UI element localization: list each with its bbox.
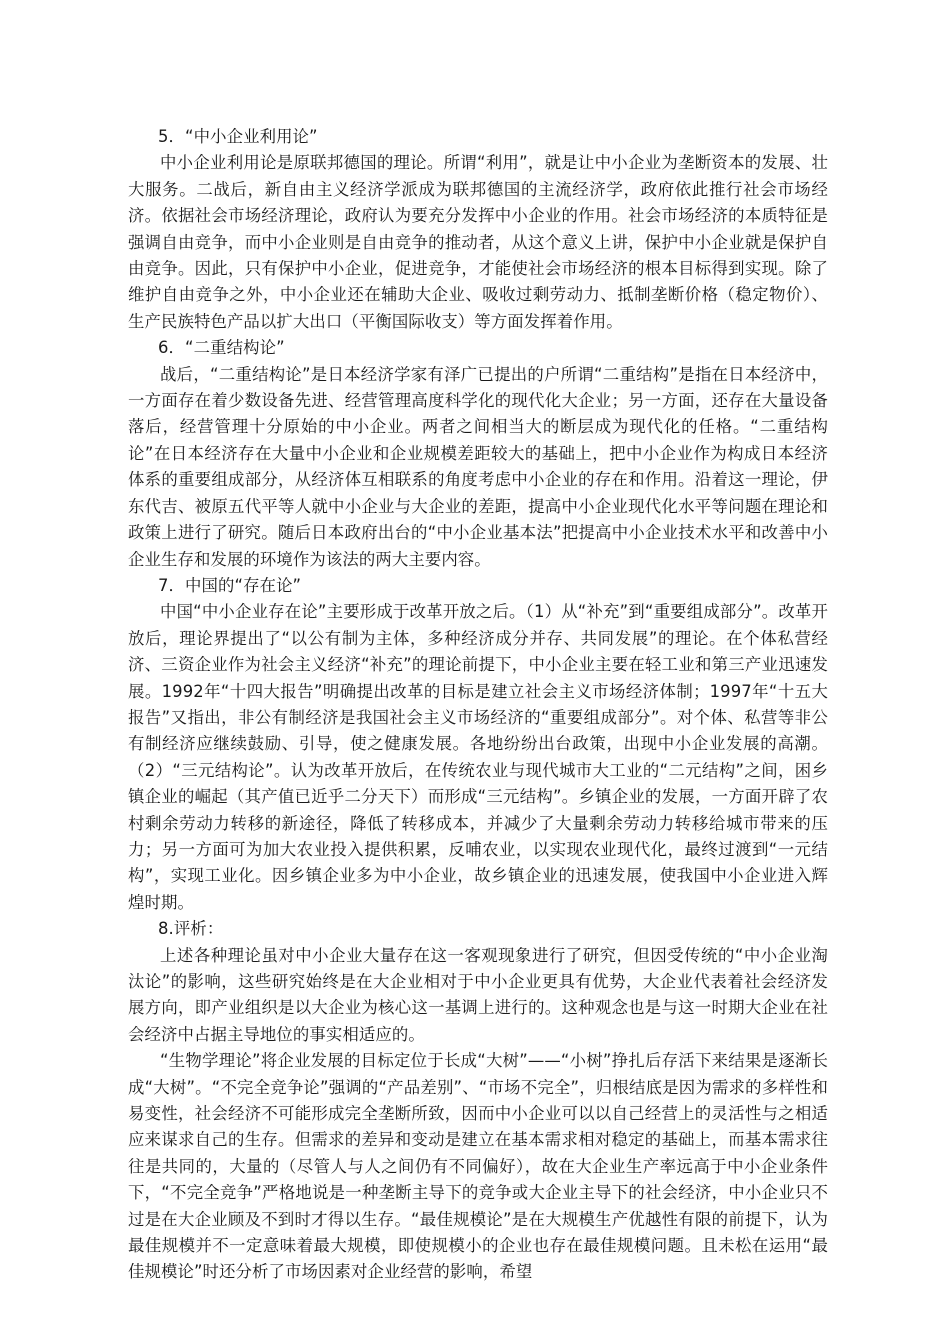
paragraph: 中国“中小企业存在论”主要形成于改革开放之后。（1）从“补充”到“重要组成部分”。改革开放后，理论界提出了“以公有制为主体，多种经济成分并存、共同发展”的理论。在个体私营经济、三资企业作为社会主义经济“补充”的理论前提下，中小企业主要在轻工业和第三产业迅速发展。1992年“十四大报告”明确提出改革的目标是建立社会主义市场经济体制；1997年“十五大报告”又指出，非公有制经济是我国社会主义市场经济的“重要组成部分”。对个体、私营等非公有制经济应继续鼓励、引导，使之健康发展。各地纷纷出台政策，出现中小企业发展的高潮。（2）“三元结构论”。认为改革开放后，在传统农业与现代城市大工业的“二元结构”之间，困乡镇企业的崛起（其产值已近乎二分天下）而形成“三元结构”。乡镇企业的发展，一方面开辟了农村剩余劳动力转移的新途径，降低了转移成本，并减少了大量剩余劳动力转移给城市带来的压力；另一方面可为加大农业投入提供积累，反哺农业，以实现农业现代化，最终过渡到“一元结构”，实现工业化。因乡镇企业多为中小企业，故乡镇企业的迅速发展，使我国中小企业进入辉煌时期。 bbox=[128, 602, 828, 912]
paragraph: 中小企业利用论是原联邦德国的理论。所谓“利用”，就是让中小企业为垄断资本的发展、壮大服务。二战后，新自由主义经济学派成为联邦德国的主流经济学，政府依此推行社会市场经济。依据社会市场经济理论，政府认为要充分发挥中小企业的作用。社会市场经济的本质特征是强调自由竞争，而中小企业则是自由竞争的推动者，从这个意义上讲，保护中小企业就是保护自由竞争。因此，只有保护中小企业，促进竞争，才能使社会市场经济的根本目标得到实现。除了维护自由竞争之外，中小企业还在辅助大企业、吸收过剩劳动力、抵制垄断价格（稳定物价）、生产民族特色产品以扩大出口（平衡国际收支）等方面发挥着作用。 bbox=[128, 153, 828, 331]
document-body bbox=[128, 124, 828, 1286]
section-heading-5: 5．“中小企业利用论” bbox=[158, 127, 318, 146]
paragraph: 战后，“二重结构论”是日本经济学家有泽广已提出的户所谓“二重结构”是指在日本经济中，一方面存在着少数设备先进、经营管理高度科学化的现代化大企业；另一方面，还存在大量设备落后，经营管理十分原始的中小企业。两者之间相当大的断层成为现代化的任格。“二重结构论”在日本经济存在大量中小企业和企业规模差距较大的基础上，把中小企业作为构成日本经济体系的重要组成部分，从经济体互相联系的角度考虑中小企业的存在和作用。沿着这一理论，伊东代吉、被原五代平等人就中小企业与大企业的差距，提高中小企业现代化水平等问题在理论和政策上进行了研究。随后日本政府出台的“中小企业基本法”把提高中小企业技术水平和改善中小企业生存和发展的环境作为该法的两大主要内容。 bbox=[128, 364, 828, 569]
section-heading-6: 6．“二重结构论” bbox=[158, 338, 285, 358]
paragraph: 上述各种理论虽对中小企业大量存在这一客观现象进行了研究，但因受传统的“中小企业淘汰论”的影响，这些研究始终是在大企业相对于中小企业更具有优势，大企业代表着社会经济发展方向，即产业组织是以大企业为核心这一基调上进行的。这种观念也是与这一时期大企业在社会经济中占据主导地位的事实相适应的。 bbox=[128, 945, 828, 1044]
section-heading-7: 7．中国的“存在论” bbox=[158, 575, 302, 595]
paragraph: “生物学理论”将企业发展的目标定位于长成“大树”——“小树”挣扎后存活下来结果是逐渐长成“大树”。“不完全竞争论”强调的“产品差别”、“市场不完全”，归根结底是因为需求的多样性和易变性，社会经济不可能形成完全垄断所致，因而中小企业可以以自己经营上的灵活性与之相适应来谋求自己的生存。但需求的差异和变动是建立在基本需求相对稳定的基础上，而基本需求往往是共同的，大量的（尽管人与人之间仍有不同偏好），故在大企业生产率远高于中小企业条件下，“不完全竞争”严格地说是一种垄断主导下的竞争或大企业主导下的社会经济，中小企业只不过是在大企业顾及不到时才得以生存。“最佳规模论”是在大规模生产优越性有限的前提下，认为最佳规模并不一定意味着最大规模，即使规模小的企业也存在最佳规模问题。且未松在运用“最佳规模论”时还分析了市场因素对企业经营的影响，希望 bbox=[128, 1051, 828, 1282]
section-heading-8: 8.评析： bbox=[158, 919, 224, 939]
